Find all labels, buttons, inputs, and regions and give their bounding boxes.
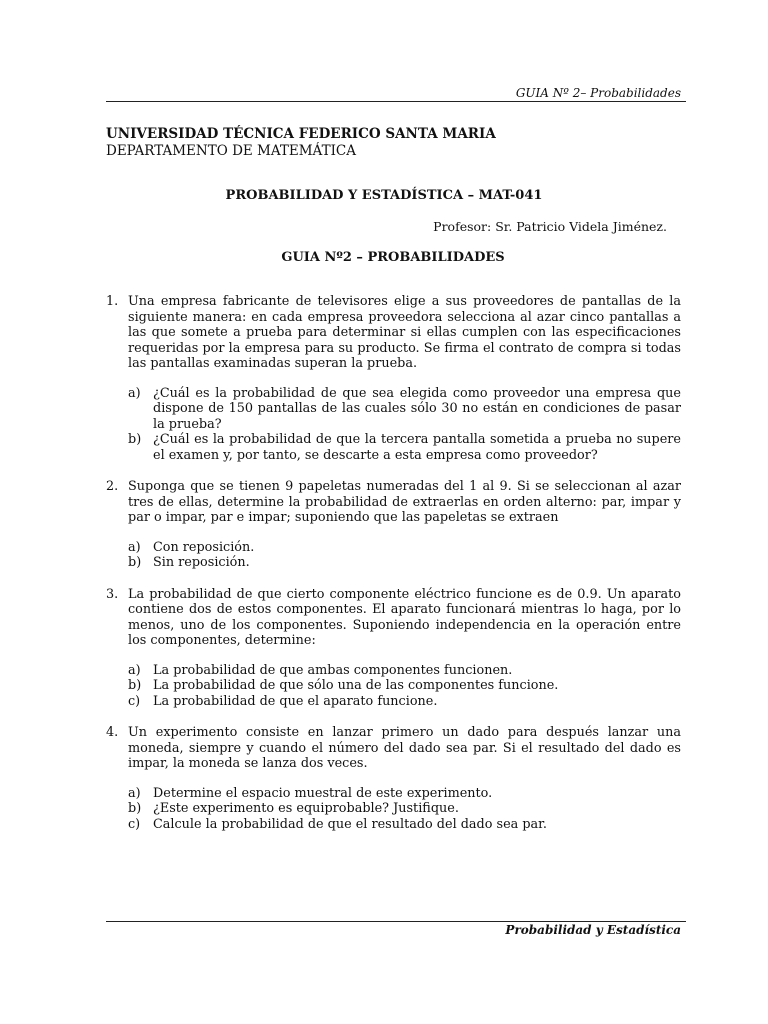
part-text: Con reposición. xyxy=(153,539,255,555)
part-letter: a) xyxy=(128,662,141,678)
part-text: La probabilidad de que ambas componentes funcionen. xyxy=(153,662,513,678)
problem-4 xyxy=(106,725,681,832)
part-letter: b) xyxy=(128,678,142,693)
part-text: ¿Cuál es la probabilidad de que la tercera pantalla sometida a prueba no supere el examen y, por tanto, se descarte a esta empresa como proveedor? xyxy=(153,432,681,463)
department-name: DEPARTAMENTO DE MATEMÁTICA xyxy=(106,143,356,159)
page-footer: Probabilidad y Estadística xyxy=(505,923,681,937)
part-text: ¿Este experimento es equiprobable? Justifique. xyxy=(153,801,459,816)
part-text: Determine el espacio muestral de este experimento. xyxy=(153,785,493,801)
problem-parts xyxy=(128,786,681,833)
problem-text: La probabilidad de que cierto componente eléctrico funcione es de 0.9. Un aparato contiene dos de estos componentes. El aparato funcionará mientras lo haga, por lo menos, uno de los componentes. Suponiendo independencia en la operación entre los componentes, determine: xyxy=(128,586,681,648)
problem-parts xyxy=(128,663,681,710)
problem-number: 1. xyxy=(106,294,119,309)
part-letter: c) xyxy=(128,816,141,832)
problem-number: 2. xyxy=(106,479,119,494)
problem-list xyxy=(106,294,681,848)
part-letter: a) xyxy=(128,539,141,555)
part-letter: b) xyxy=(128,432,142,447)
part-text: La probabilidad de que el aparato funcione. xyxy=(153,693,438,709)
part-text: ¿Cuál es la probabilidad de que sea elegida como proveedor una empresa que dispone de 150 pantallas de las cuales sólo 30 no están en condiciones de pasar la prueba? xyxy=(153,385,681,432)
problem-part xyxy=(128,663,681,679)
problem-part xyxy=(128,817,681,833)
part-text: La probabilidad de que sólo una de las componentes funcione. xyxy=(153,678,559,693)
problem-part xyxy=(128,432,681,463)
problem-number: 3. xyxy=(106,586,119,602)
problem-part xyxy=(128,694,681,710)
page-header: GUIA Nº 2– Probabilidades xyxy=(515,86,681,100)
part-letter: a) xyxy=(128,785,141,801)
problem-3 xyxy=(106,587,681,710)
problem-2 xyxy=(106,479,681,571)
problem-part xyxy=(128,786,681,802)
problem-text: Un experimento consiste en lanzar primero un dado para después lanzar una moneda, siempre y cuando el número del dado sea par. Si el resultado del dado es impar, la moneda se lanza dos veces. xyxy=(128,725,681,771)
problem-text: Una empresa fabricante de televisores elige a sus proveedores de pantallas de la siguiente manera: en cada empresa proveedora selecciona al azar cinco pantallas a las que somete a prueba para determinar si ellas cumplen con las especificaciones requeridas por la empresa para su producto. Se firma el contrato de compra si todas las pantallas examinadas superan la prueba. xyxy=(128,294,681,371)
problem-parts xyxy=(128,540,681,571)
professor-line: Profesor: Sr. Patricio Videla Jiménez. xyxy=(433,219,667,234)
part-text: Calcule la probabilidad de que el resultado del dado sea par. xyxy=(153,816,547,832)
guide-title: GUIA Nº2 – PROBABILIDADES xyxy=(281,250,505,265)
part-letter: b) xyxy=(128,555,142,570)
footer-rule xyxy=(106,921,686,922)
part-letter: c) xyxy=(128,693,141,709)
part-text: Sin reposición. xyxy=(153,555,250,570)
problem-1 xyxy=(106,294,681,463)
problem-parts xyxy=(128,386,681,464)
problem-part xyxy=(128,386,681,433)
problem-part xyxy=(128,678,681,694)
problem-text: Suponga que se tienen 9 papeletas numeradas del 1 al 9. Si se seleccionan al azar tres de ellas, determine la probabilidad de extraerlas en orden alterno: par, impar y par o impar, par e impar; suponiendo que las papeletas se extraen xyxy=(128,479,681,525)
part-letter: b) xyxy=(128,801,142,816)
part-letter: a) xyxy=(128,385,141,401)
course-title: PROBABILIDAD Y ESTADÍSTICA – MAT-041 xyxy=(225,188,543,203)
problem-part xyxy=(128,555,681,571)
university-name: UNIVERSIDAD TÉCNICA FEDERICO SANTA MARIA xyxy=(106,126,496,142)
problem-number: 4. xyxy=(106,725,119,740)
problem-part xyxy=(128,801,681,817)
problem-part xyxy=(128,540,681,556)
header-rule xyxy=(106,101,686,102)
